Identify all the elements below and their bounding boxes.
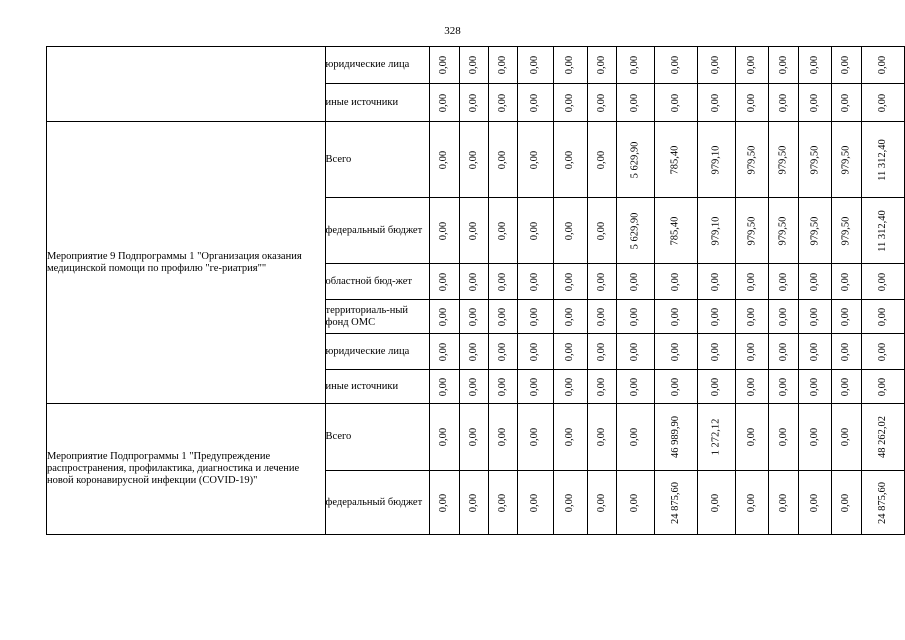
value-text: 0,00 (629, 93, 641, 112)
funding-source: областной бюд-жет (325, 264, 430, 300)
value-cell (799, 404, 832, 471)
value-cell (735, 84, 769, 122)
value-text: 979,10 (710, 216, 722, 245)
value-cell (832, 404, 862, 471)
value-text: 0,00 (669, 272, 681, 291)
value-text: 5 629,90 (629, 141, 641, 178)
value-text: 0,00 (467, 150, 479, 169)
value-text: 0,00 (777, 55, 789, 75)
value-text: 0,00 (629, 342, 641, 361)
value-cell (861, 198, 904, 264)
value-cell (553, 300, 587, 334)
value-text: 0,00 (497, 221, 509, 240)
page-number: 328 (444, 25, 461, 37)
value-cell (489, 122, 518, 198)
value-text: 979,50 (745, 145, 757, 174)
value-cell (553, 334, 587, 370)
value-text: 0,00 (710, 272, 722, 291)
value-cell (587, 334, 616, 370)
value-cell (518, 47, 553, 84)
value-cell (735, 198, 769, 264)
value-text: 979,50 (777, 216, 789, 245)
value-text: 0,00 (629, 55, 641, 75)
value-cell (799, 334, 832, 370)
value-text: 0,00 (840, 55, 852, 75)
value-cell (832, 84, 862, 122)
value-text: 0,00 (497, 342, 509, 361)
value-text: 0,00 (777, 93, 789, 112)
value-text: 0,00 (497, 307, 509, 326)
value-text: 0,00 (467, 55, 479, 75)
value-text: 0,00 (438, 55, 450, 75)
value-text: 0,00 (876, 55, 888, 75)
value-cell (861, 300, 904, 334)
value-text: 0,00 (497, 427, 509, 447)
value-cell (553, 198, 587, 264)
value-text: 46 989,90 (669, 416, 681, 458)
value-text: 0,00 (529, 342, 541, 361)
value-cell (769, 198, 799, 264)
value-text: 979,50 (777, 145, 789, 174)
value-cell (654, 300, 697, 334)
value-text: 0,00 (629, 493, 641, 512)
value-cell (735, 122, 769, 198)
value-cell (697, 47, 735, 84)
value-cell (832, 471, 862, 535)
value-text: 0,00 (564, 307, 576, 326)
value-cell (459, 471, 488, 535)
value-text: 0,00 (564, 93, 576, 112)
value-cell (799, 264, 832, 300)
value-cell (518, 370, 553, 404)
value-cell (459, 198, 488, 264)
value-text: 0,00 (595, 377, 607, 396)
value-cell (832, 198, 862, 264)
value-text: 979,50 (745, 216, 757, 245)
value-cell (587, 198, 616, 264)
value-cell (769, 471, 799, 535)
value-text: 0,00 (710, 342, 722, 361)
value-cell (654, 122, 697, 198)
value-cell (430, 84, 459, 122)
value-cell (553, 370, 587, 404)
value-cell (489, 334, 518, 370)
value-cell (518, 198, 553, 264)
value-text: 0,00 (564, 55, 576, 75)
value-cell (697, 122, 735, 198)
value-text: 0,00 (745, 377, 757, 396)
value-text: 0,00 (467, 93, 479, 112)
value-text: 0,00 (876, 377, 888, 396)
value-cell (489, 370, 518, 404)
value-cell (489, 84, 518, 122)
value-text: 0,00 (595, 427, 607, 447)
value-text: 0,00 (595, 342, 607, 361)
value-cell (832, 264, 862, 300)
value-cell (735, 471, 769, 535)
funding-source: иные источники (325, 370, 430, 404)
value-cell (697, 471, 735, 535)
value-text: 0,00 (809, 307, 821, 326)
value-cell (799, 47, 832, 84)
value-cell (832, 370, 862, 404)
value-text: 0,00 (497, 377, 509, 396)
value-cell (459, 47, 488, 84)
value-text: 0,00 (529, 377, 541, 396)
value-cell (489, 300, 518, 334)
funding-source: юридические лица (325, 334, 430, 370)
value-text: 0,00 (529, 493, 541, 512)
value-text: 0,00 (809, 272, 821, 291)
value-text: 0,00 (438, 272, 450, 291)
value-cell (799, 370, 832, 404)
value-cell (518, 300, 553, 334)
measure-name: Мероприятие Подпрограммы 1 "Предупреждение распространения, профилактика, диагностика и лечение новой коронавирусной инфекции (COVID-19)" (47, 404, 326, 535)
value-text: 979,10 (710, 145, 722, 174)
value-cell (430, 334, 459, 370)
value-text: 5 629,90 (629, 212, 641, 249)
value-cell (430, 404, 459, 471)
value-text: 0,00 (629, 377, 641, 396)
value-cell (518, 334, 553, 370)
value-text: 0,00 (438, 93, 450, 112)
value-text: 0,00 (595, 493, 607, 512)
value-text: 0,00 (809, 342, 821, 361)
value-text: 0,00 (669, 307, 681, 326)
value-text: 0,00 (467, 272, 479, 291)
value-cell (832, 300, 862, 334)
value-text: 0,00 (777, 427, 789, 447)
value-cell (861, 471, 904, 535)
value-cell (799, 84, 832, 122)
value-text: 0,00 (497, 55, 509, 75)
value-text: 0,00 (669, 55, 681, 75)
value-cell (861, 122, 904, 198)
value-text: 48 262,02 (876, 416, 888, 458)
value-text: 0,00 (438, 342, 450, 361)
value-cell (489, 198, 518, 264)
value-text: 0,00 (595, 221, 607, 240)
value-cell (832, 122, 862, 198)
funding-table (46, 46, 905, 535)
value-cell (430, 198, 459, 264)
funding-source: Всего (325, 122, 430, 198)
value-text: 0,00 (840, 272, 852, 291)
value-text: 0,00 (497, 272, 509, 291)
value-cell (553, 122, 587, 198)
value-cell (553, 471, 587, 535)
value-text: 0,00 (529, 307, 541, 326)
value-cell (832, 47, 862, 84)
value-text: 0,00 (629, 427, 641, 447)
value-text: 0,00 (876, 307, 888, 326)
value-cell (654, 198, 697, 264)
value-cell (553, 84, 587, 122)
value-cell (587, 84, 616, 122)
value-text: 0,00 (595, 93, 607, 112)
measure-name: Мероприятие 9 Подпрограммы 1 "Организация оказания медицинской помощи по профилю "ге-риатрия"" (47, 122, 326, 404)
value-cell (654, 370, 697, 404)
value-cell (617, 122, 655, 198)
value-cell (697, 404, 735, 471)
value-cell (518, 122, 553, 198)
value-text: 0,00 (497, 150, 509, 169)
value-cell (489, 264, 518, 300)
value-text: 0,00 (840, 342, 852, 361)
value-text: 0,00 (529, 93, 541, 112)
value-cell (769, 47, 799, 84)
value-text: 0,00 (745, 307, 757, 326)
value-text: 0,00 (529, 272, 541, 291)
value-cell (617, 404, 655, 471)
value-text: 0,00 (438, 377, 450, 396)
value-text: 785,40 (669, 145, 681, 174)
value-text: 0,00 (564, 377, 576, 396)
value-text: 0,00 (629, 272, 641, 291)
value-cell (459, 84, 488, 122)
value-text: 0,00 (809, 493, 821, 512)
value-cell (587, 264, 616, 300)
value-text: 0,00 (710, 493, 722, 512)
value-text: 0,00 (745, 93, 757, 112)
value-cell (587, 300, 616, 334)
value-text: 0,00 (467, 221, 479, 240)
value-text: 0,00 (595, 150, 607, 169)
value-cell (518, 471, 553, 535)
value-cell (697, 370, 735, 404)
value-text: 0,00 (467, 377, 479, 396)
funding-source: иные источники (325, 84, 430, 122)
value-cell (459, 300, 488, 334)
value-cell (697, 334, 735, 370)
value-text: 0,00 (467, 427, 479, 447)
value-text: 0,00 (840, 493, 852, 512)
value-cell (617, 370, 655, 404)
measure-name (47, 47, 326, 122)
value-text: 0,00 (529, 221, 541, 240)
table-row (47, 122, 905, 198)
value-cell (617, 334, 655, 370)
value-cell (553, 47, 587, 84)
value-text: 0,00 (438, 221, 450, 240)
value-text: 0,00 (710, 307, 722, 326)
value-cell (587, 471, 616, 535)
value-text: 0,00 (669, 93, 681, 112)
value-text: 11 312,40 (876, 209, 888, 252)
value-text: 0,00 (564, 427, 576, 447)
value-text: 0,00 (669, 377, 681, 396)
value-text: 0,00 (876, 272, 888, 291)
value-text: 0,00 (467, 342, 479, 361)
value-cell (430, 471, 459, 535)
value-cell (654, 471, 697, 535)
value-text: 0,00 (777, 493, 789, 512)
value-cell (489, 404, 518, 471)
value-cell (735, 300, 769, 334)
value-text: 0,00 (745, 55, 757, 75)
value-text: 0,00 (497, 93, 509, 112)
value-text: 979,50 (809, 145, 821, 174)
value-text: 0,00 (777, 377, 789, 396)
value-text: 0,00 (840, 307, 852, 326)
value-cell (459, 264, 488, 300)
value-text: 0,00 (497, 493, 509, 512)
value-cell (799, 198, 832, 264)
value-cell (489, 47, 518, 84)
value-text: 0,00 (529, 55, 541, 75)
value-cell (654, 334, 697, 370)
value-cell (617, 198, 655, 264)
value-cell (735, 264, 769, 300)
table-row (47, 47, 905, 84)
value-text: 0,00 (840, 427, 852, 447)
value-text: 0,00 (710, 55, 722, 75)
value-text: 0,00 (669, 342, 681, 361)
value-text: 0,00 (745, 342, 757, 361)
value-text: 0,00 (809, 427, 821, 447)
value-text: 24 875,60 (876, 481, 888, 524)
value-cell (430, 264, 459, 300)
value-cell (769, 334, 799, 370)
value-cell (518, 264, 553, 300)
value-text: 0,00 (529, 427, 541, 447)
value-cell (769, 122, 799, 198)
value-text: 0,00 (840, 93, 852, 112)
value-cell (587, 47, 616, 84)
value-cell (587, 370, 616, 404)
value-text: 979,50 (809, 216, 821, 245)
value-cell (430, 370, 459, 404)
value-text: 0,00 (710, 93, 722, 112)
value-cell (799, 471, 832, 535)
value-cell (697, 300, 735, 334)
value-cell (617, 84, 655, 122)
value-cell (459, 334, 488, 370)
value-text: 0,00 (595, 272, 607, 291)
value-cell (735, 47, 769, 84)
value-text: 0,00 (840, 377, 852, 396)
value-cell (769, 404, 799, 471)
value-cell (518, 404, 553, 471)
funding-source: федеральный бюджет (325, 471, 430, 535)
value-text: 0,00 (876, 93, 888, 112)
value-cell (430, 122, 459, 198)
value-cell (553, 404, 587, 471)
value-text: 0,00 (438, 307, 450, 326)
value-text: 0,00 (777, 342, 789, 361)
value-cell (587, 404, 616, 471)
value-cell (430, 47, 459, 84)
value-cell (459, 370, 488, 404)
value-cell (489, 471, 518, 535)
value-text: 0,00 (438, 150, 450, 169)
value-cell (861, 334, 904, 370)
value-text: 0,00 (629, 307, 641, 326)
value-text: 24 875,60 (669, 481, 681, 524)
value-text: 0,00 (595, 307, 607, 326)
table-row (47, 404, 905, 471)
value-text: 0,00 (809, 377, 821, 396)
value-cell (769, 370, 799, 404)
value-cell (697, 264, 735, 300)
value-text: 0,00 (745, 493, 757, 512)
value-text: 0,00 (745, 272, 757, 291)
value-cell (799, 300, 832, 334)
value-cell (697, 84, 735, 122)
value-cell (861, 404, 904, 471)
value-cell (832, 334, 862, 370)
value-cell (697, 198, 735, 264)
value-text: 0,00 (529, 150, 541, 169)
value-text: 0,00 (564, 342, 576, 361)
value-text: 1 272,12 (710, 418, 722, 456)
value-text: 979,50 (840, 216, 852, 245)
funding-source: юридические лица (325, 47, 430, 84)
value-text: 0,00 (595, 55, 607, 75)
value-text: 0,00 (564, 493, 576, 512)
value-cell (654, 47, 697, 84)
value-cell (617, 300, 655, 334)
value-cell (587, 122, 616, 198)
value-cell (769, 300, 799, 334)
value-cell (861, 370, 904, 404)
value-text: 0,00 (467, 307, 479, 326)
value-cell (430, 300, 459, 334)
value-cell (654, 84, 697, 122)
value-text: 785,40 (669, 216, 681, 245)
value-cell (769, 84, 799, 122)
value-cell (654, 264, 697, 300)
value-cell (735, 334, 769, 370)
value-cell (459, 404, 488, 471)
value-cell (617, 264, 655, 300)
value-text: 979,50 (840, 145, 852, 174)
funding-source: территориаль-ный фонд ОМС (325, 300, 430, 334)
value-cell (617, 47, 655, 84)
value-text: 0,00 (564, 221, 576, 240)
value-cell (617, 471, 655, 535)
value-text: 0,00 (777, 307, 789, 326)
value-text: 0,00 (564, 272, 576, 291)
value-text: 0,00 (745, 427, 757, 447)
value-text: 0,00 (777, 272, 789, 291)
value-cell (861, 264, 904, 300)
value-text: 0,00 (564, 150, 576, 169)
value-text: 0,00 (876, 342, 888, 361)
value-text: 0,00 (467, 493, 479, 512)
value-cell (735, 404, 769, 471)
value-cell (518, 84, 553, 122)
value-text: 0,00 (710, 377, 722, 396)
value-cell (459, 122, 488, 198)
value-cell (769, 264, 799, 300)
value-text: 0,00 (809, 55, 821, 75)
value-text: 0,00 (438, 427, 450, 447)
value-text: 0,00 (809, 93, 821, 112)
value-cell (799, 122, 832, 198)
value-cell (861, 84, 904, 122)
value-cell (654, 404, 697, 471)
value-text: 0,00 (438, 493, 450, 512)
funding-source: федеральный бюджет (325, 198, 430, 264)
value-cell (735, 370, 769, 404)
funding-source: Всего (325, 404, 430, 471)
value-text: 11 312,40 (876, 138, 888, 181)
value-cell (861, 47, 904, 84)
value-cell (553, 264, 587, 300)
